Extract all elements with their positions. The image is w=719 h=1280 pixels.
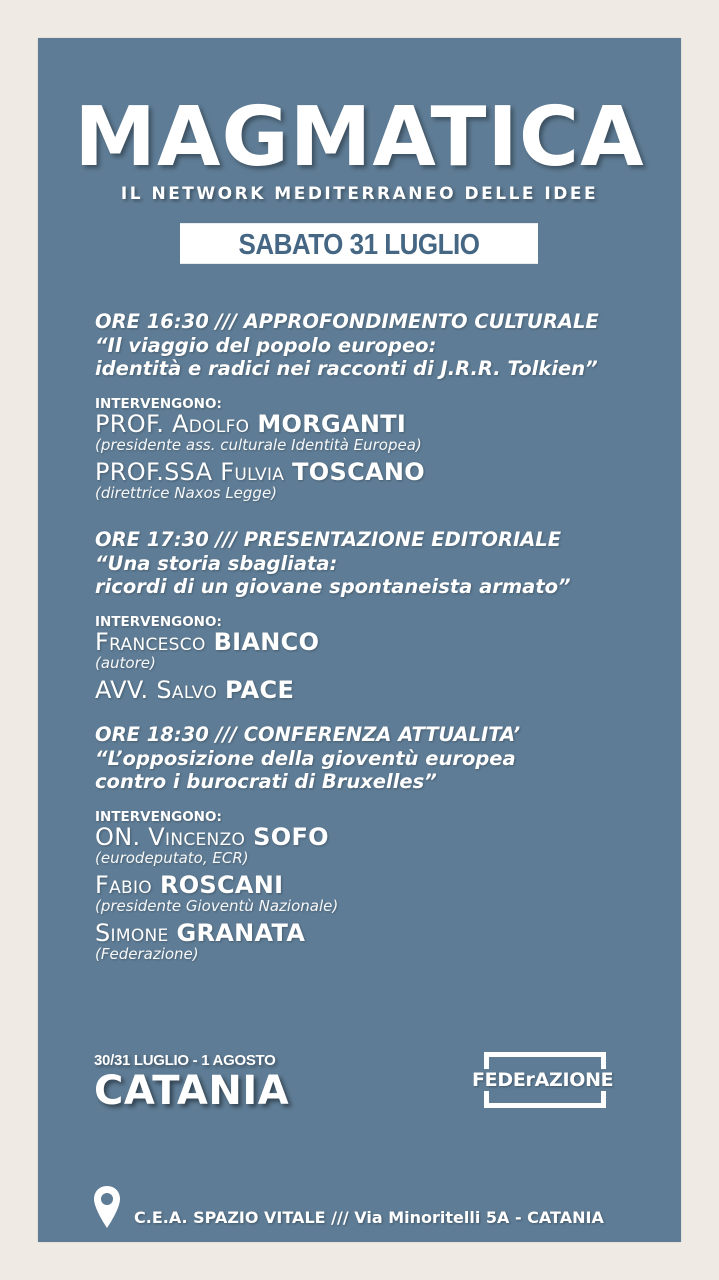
- session-quote-line2: contro i burocrati di Bruxelles”: [95, 770, 437, 793]
- program: [95, 310, 655, 977]
- speaker: [95, 630, 655, 672]
- speaker-role: (autore): [95, 654, 156, 672]
- speaker-first-name: PROF.SSA Fulvia: [95, 458, 285, 486]
- session-quote-line2: ricordi di un giovane spontaneista armato”: [95, 575, 571, 598]
- speaker-role: (direttrice Naxos Legge): [95, 484, 278, 502]
- event-city: CATANIA: [94, 1068, 290, 1114]
- session-heading: ORE 16:30 /// APPROFONDIMENTO CULTURALE: [95, 310, 599, 333]
- speaker-role: (presidente Gioventù Nazionale): [95, 897, 339, 915]
- session-3: [95, 723, 655, 963]
- event-location-block: [94, 1052, 289, 1113]
- speaker: [95, 412, 655, 454]
- federazione-logo: [472, 1052, 630, 1112]
- event-day-banner: SABATO 31 LUGLIO: [180, 223, 538, 264]
- speaker-role: (Federazione): [95, 945, 199, 963]
- speaker-first-name: Francesco: [95, 628, 206, 656]
- speaker-last-name: ROSCANI: [159, 871, 284, 899]
- speaker-role: (eurodeputato, ECR): [95, 849, 249, 867]
- speaker-last-name: TOSCANO: [292, 458, 425, 486]
- speaker-first-name: AVV. Salvo: [95, 676, 218, 704]
- session-quote-line1: “Il viaggio del popolo europeo:: [95, 334, 437, 357]
- speakers-label: INTERVENGONO:: [95, 614, 222, 630]
- session-2: [95, 528, 655, 703]
- event-subtitle: IL NETWORK MEDITERRANEO DELLE IDEE: [120, 184, 599, 204]
- speaker: [95, 921, 655, 963]
- speaker: [95, 678, 655, 703]
- location-pin-icon: [92, 1184, 122, 1230]
- speaker-first-name: ON. Vincenzo: [95, 823, 246, 851]
- speaker: [95, 873, 655, 915]
- session-quote-line2: identità e radici nei racconti di J.R.R. Tolkien”: [95, 357, 598, 380]
- address-text: C.E.A. SPAZIO VITALE /// Via Minoritelli 5A - CATANIA: [134, 1208, 604, 1227]
- speaker-last-name: PACE: [225, 676, 295, 704]
- speakers-label: INTERVENGONO:: [95, 809, 222, 825]
- event-dates: 30/31 LUGLIO - 1 AGOSTO: [94, 1052, 276, 1069]
- speaker-first-name: Simone: [95, 919, 169, 947]
- speakers-label: INTERVENGONO:: [95, 396, 222, 412]
- session-heading: ORE 18:30 /// CONFERENZA ATTUALITA’: [95, 723, 521, 746]
- session-quote-line1: “Una storia sbagliata:: [95, 552, 338, 575]
- speaker-first-name: PROF. Adolfo: [95, 410, 250, 438]
- session-quote-line1: “L’opposizione della gioventù europea: [95, 747, 516, 770]
- session-1: [95, 310, 655, 502]
- speaker: [95, 460, 655, 502]
- speaker-last-name: MORGANTI: [257, 410, 407, 438]
- venue-address: [92, 1180, 604, 1230]
- logo-text: FEDErAZIONE: [472, 1069, 614, 1091]
- speaker-role: (presidente ass. culturale Identità Europea): [95, 436, 422, 454]
- session-heading: ORE 17:30 /// PRESENTAZIONE EDITORIALE: [95, 528, 562, 551]
- speaker-last-name: SOFO: [253, 823, 329, 851]
- speaker: [95, 825, 655, 867]
- speaker-last-name: BIANCO: [213, 628, 320, 656]
- speaker-last-name: GRANATA: [176, 919, 306, 947]
- event-title: MAGMATICA: [74, 90, 645, 185]
- speaker-first-name: Fabio: [95, 871, 152, 899]
